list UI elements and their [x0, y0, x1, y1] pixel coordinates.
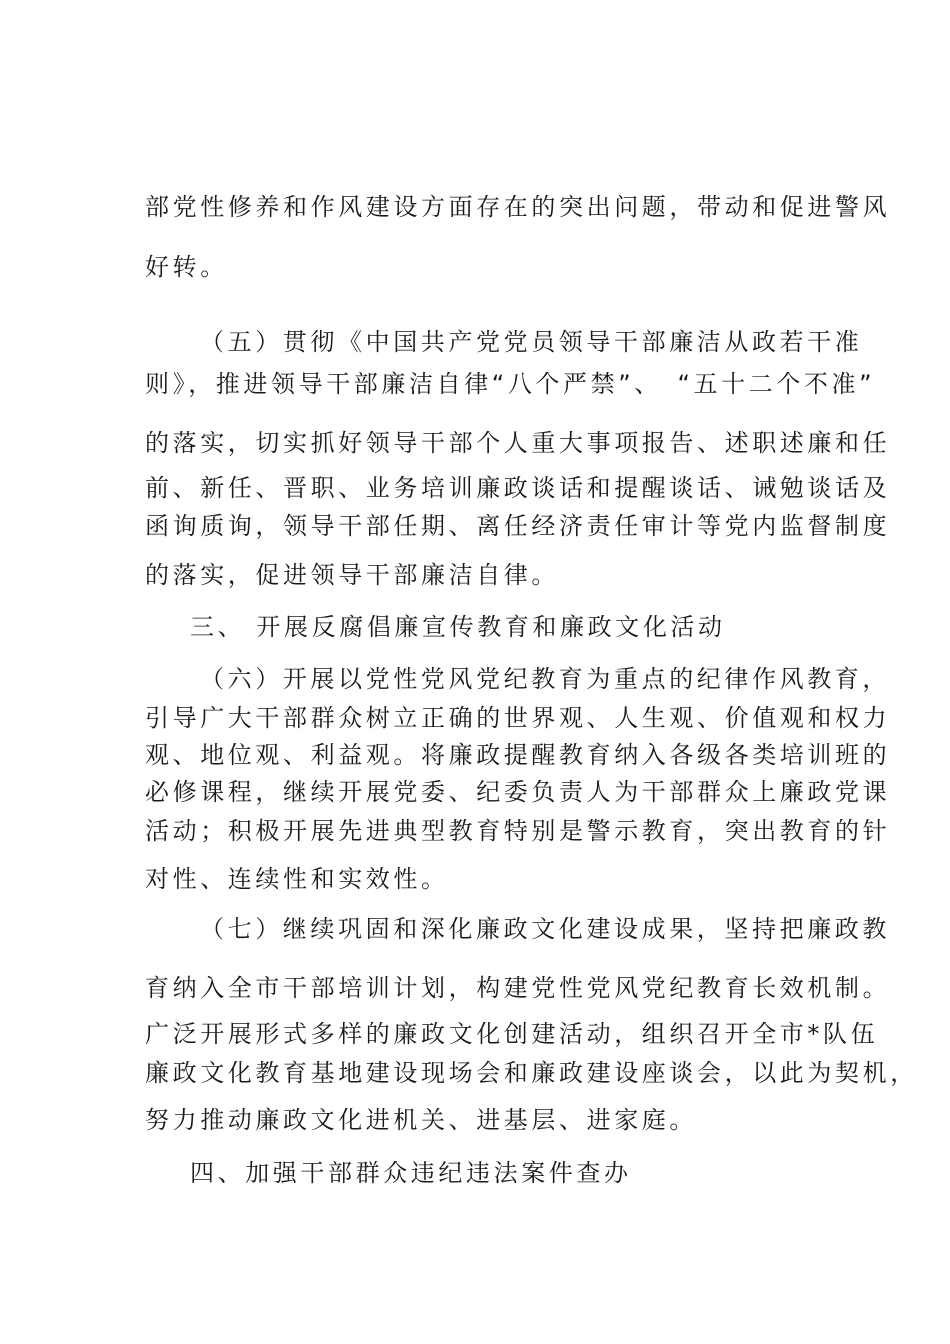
body-text-line: 好转。 — [145, 253, 228, 281]
body-text-line: 的落实，切实抓好领导干部个人重大事项报告、述职述廉和任 — [145, 429, 891, 457]
paragraph-heading-5: （五）贯彻《中国共产党党员领导干部廉洁从政若干准 — [200, 328, 863, 356]
body-text-line: 努力推动廉政文化进机关、进基层、进家庭。 — [145, 1106, 697, 1134]
body-text-line: 活动；积极开展先进典型教育特别是警示教育，突出教育的针 — [145, 817, 891, 845]
body-text-line: 对性、连续性和实效性。 — [145, 865, 449, 893]
body-text-line: 必修课程，继续开展党委、纪委负责人为干部群众上廉政党课 — [145, 778, 891, 806]
body-text-line: 廉政文化教育基地建设现场会和廉政建设座谈会，以此为契机， — [145, 1059, 918, 1087]
paragraph-heading-7: （七）继续巩固和深化廉政文化建设成果，坚持把廉政教 — [200, 915, 890, 943]
body-text-line: 则》，推进领导干部廉洁自律“八个严禁”、 “五十二个不准” — [145, 370, 876, 398]
section-heading-4: 四、加强干部群众违纪违法案件查办 — [190, 1159, 632, 1187]
body-text-line: 前、新任、晋职、业务培训廉政谈话和提醒谈话、诫勉谈话及 — [145, 474, 891, 502]
paragraph-heading-6: （六）开展以党性党风党纪教育为重点的纪律作风教育， — [200, 665, 890, 693]
body-text-line: 育纳入全市干部培训计划，构建党性党风党纪教育长效机制。 — [145, 974, 891, 1002]
body-text-line: 的落实，促进领导干部廉洁自律。 — [145, 561, 559, 589]
body-text-line: 观、地位观、利益观。将廉政提醒教育纳入各级各类培训班的 — [145, 741, 891, 769]
body-text-line: 广泛开展形式多样的廉政文化创建活动，组织召开全市*队伍 — [145, 1020, 879, 1048]
section-heading-3: 三、 开展反腐倡廉宣传教育和廉政文化活动 — [190, 613, 726, 641]
body-text-line: 引导广大干部群众树立正确的世界观、人生观、价值观和权力 — [145, 704, 891, 732]
body-text-line: 部党性修养和作风建设方面存在的突出问题，带动和促进警风 — [145, 193, 891, 221]
body-text-line: 函询质询，领导干部任期、离任经济责任审计等党内监督制度 — [145, 512, 891, 540]
